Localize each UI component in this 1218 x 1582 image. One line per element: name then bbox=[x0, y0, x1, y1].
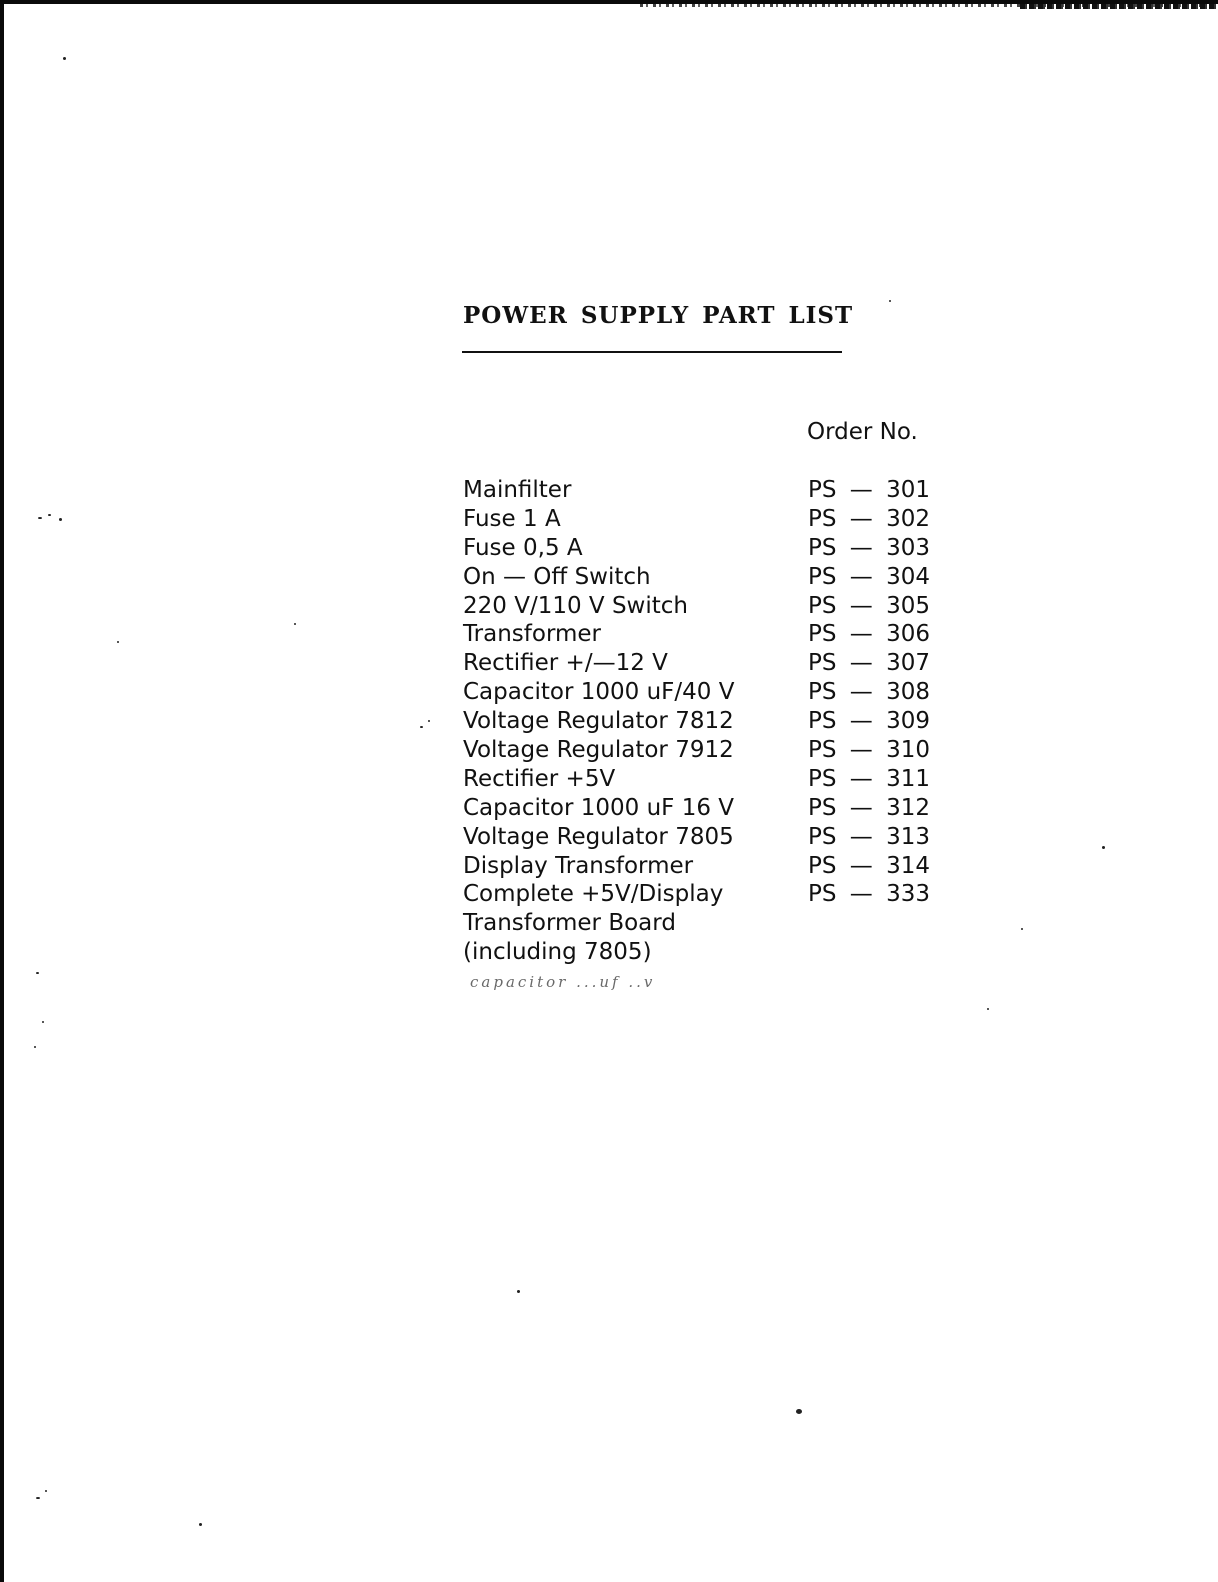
list-item bbox=[463, 707, 943, 736]
list-item bbox=[463, 736, 943, 765]
scan-speck bbox=[987, 1008, 989, 1010]
part-name: Complete +5V/Display bbox=[463, 881, 724, 908]
handwritten-note: capacitor ...uf ..v bbox=[470, 973, 656, 991]
order-number: PS — 310 bbox=[808, 737, 930, 764]
order-number-header: Order No. bbox=[807, 419, 918, 445]
scan-speck bbox=[36, 972, 39, 974]
part-name: Voltage Regulator 7812 bbox=[463, 708, 734, 735]
part-name: Capacitor 1000 uF 16 V bbox=[463, 794, 735, 821]
part-name: Rectifier +/—12 V bbox=[463, 650, 668, 677]
list-item bbox=[463, 852, 943, 881]
part-name: Voltage Regulator 7805 bbox=[463, 823, 734, 850]
scan-speck bbox=[294, 623, 296, 625]
part-name: Transformer bbox=[463, 621, 602, 648]
part-name-continuation: (including 7805) bbox=[463, 939, 652, 966]
order-number: PS — 307 bbox=[808, 650, 930, 677]
scan-speck bbox=[420, 726, 423, 728]
order-number: PS — 306 bbox=[808, 621, 930, 648]
part-name: Voltage Regulator 7912 bbox=[463, 737, 734, 764]
scan-speck bbox=[63, 57, 66, 60]
title-underline bbox=[462, 351, 842, 353]
page-title: POWER SUPPLY PART LIST bbox=[463, 302, 854, 329]
part-name: Fuse 0,5 A bbox=[463, 534, 583, 561]
scan-speck bbox=[889, 300, 891, 302]
scan-speck bbox=[1021, 928, 1023, 930]
part-name: 220 V/110 V Switch bbox=[463, 592, 688, 619]
scan-noise bbox=[1020, 4, 1218, 9]
list-item bbox=[463, 678, 943, 707]
part-name: Display Transformer bbox=[463, 852, 694, 879]
list-item bbox=[463, 823, 943, 852]
scan-speck bbox=[517, 1290, 520, 1293]
order-number: PS — 302 bbox=[808, 505, 930, 532]
scan-speck bbox=[428, 720, 430, 722]
scan-speck bbox=[199, 1523, 202, 1526]
list-item bbox=[463, 563, 943, 592]
parts-list bbox=[463, 476, 943, 967]
order-number: PS — 333 bbox=[808, 881, 930, 908]
order-number: PS — 313 bbox=[808, 823, 930, 850]
order-number: PS — 312 bbox=[808, 794, 930, 821]
order-number: PS — 304 bbox=[808, 563, 930, 590]
scan-edge-left bbox=[0, 0, 4, 1582]
part-name: On — Off Switch bbox=[463, 563, 651, 590]
order-number: PS — 308 bbox=[808, 679, 930, 706]
list-item bbox=[463, 649, 943, 678]
order-number: PS — 311 bbox=[808, 765, 930, 792]
scan-speck bbox=[117, 641, 119, 643]
scan-speck bbox=[34, 1046, 36, 1048]
list-item bbox=[463, 620, 943, 649]
scan-speck bbox=[38, 517, 42, 519]
order-number: PS — 314 bbox=[808, 852, 930, 879]
part-name: Capacitor 1000 uF/40 V bbox=[463, 679, 735, 706]
order-number: PS — 305 bbox=[808, 592, 930, 619]
scan-speck bbox=[48, 514, 51, 516]
part-name: Mainfilter bbox=[463, 477, 572, 503]
order-number: PS — 301 bbox=[808, 477, 930, 503]
list-item bbox=[463, 476, 943, 505]
list-item bbox=[463, 794, 943, 823]
scan-speck bbox=[45, 1490, 47, 1492]
part-name-continuation: Transformer Board bbox=[463, 910, 676, 937]
list-item bbox=[463, 534, 943, 563]
scan-speck bbox=[796, 1409, 802, 1414]
list-item bbox=[463, 765, 943, 794]
scan-speck bbox=[36, 1497, 40, 1499]
part-name: Rectifier +5V bbox=[463, 765, 616, 792]
scan-speck bbox=[42, 1021, 44, 1023]
order-number: PS — 309 bbox=[808, 708, 930, 735]
list-item bbox=[463, 592, 943, 621]
order-number: PS — 303 bbox=[808, 534, 930, 561]
list-item bbox=[463, 880, 943, 909]
scan-speck bbox=[1102, 846, 1105, 849]
part-name: Fuse 1 A bbox=[463, 505, 561, 532]
list-item bbox=[463, 505, 943, 534]
scan-speck bbox=[59, 518, 62, 521]
